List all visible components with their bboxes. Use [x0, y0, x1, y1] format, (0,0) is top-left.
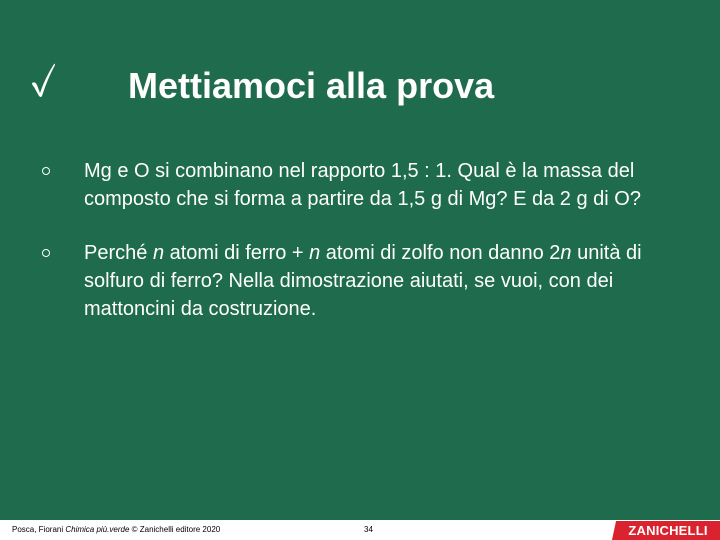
- bullet-text-part: atomi di zolfo non danno 2: [320, 242, 561, 264]
- bullet-list: [42, 157, 662, 323]
- page-number: 34: [364, 525, 373, 534]
- bullet-text-part: Perché: [84, 242, 153, 264]
- variable-n: n: [560, 242, 572, 264]
- bullet-text-part: atomi di ferro +: [164, 242, 310, 264]
- bullet-item: [42, 239, 662, 323]
- bullet-item: [42, 157, 662, 213]
- footer-authors: Posca, Fiorani: [12, 525, 66, 534]
- variable-n: n: [309, 242, 321, 264]
- publisher-logo-text: ZANICHELLI: [628, 523, 708, 538]
- publisher-logo: [612, 521, 720, 540]
- slide-title: Mettiamoci alla prova: [128, 65, 495, 106]
- footer-book-title: Chimica più.verde: [65, 525, 130, 534]
- bullet-dot-icon: [42, 249, 50, 257]
- footer-credit: [12, 524, 220, 536]
- check-icon: [30, 62, 56, 98]
- bullet-text-part: unità di solfuro di ferro? Nella dimostrazione aiutati, se vuoi, con dei mattoncini da costruzione.: [84, 242, 642, 320]
- bullet-dot-icon: [42, 167, 50, 175]
- footer-publisher-note: © Zanichelli editore 2020: [129, 525, 221, 534]
- bullet-text: Mg e O si combinano nel rapporto 1,5 : 1. Qual è la massa del composto che si forma a partire da 1,5 g di Mg? E da 2 g di O?: [84, 160, 641, 210]
- variable-n: n: [152, 242, 165, 264]
